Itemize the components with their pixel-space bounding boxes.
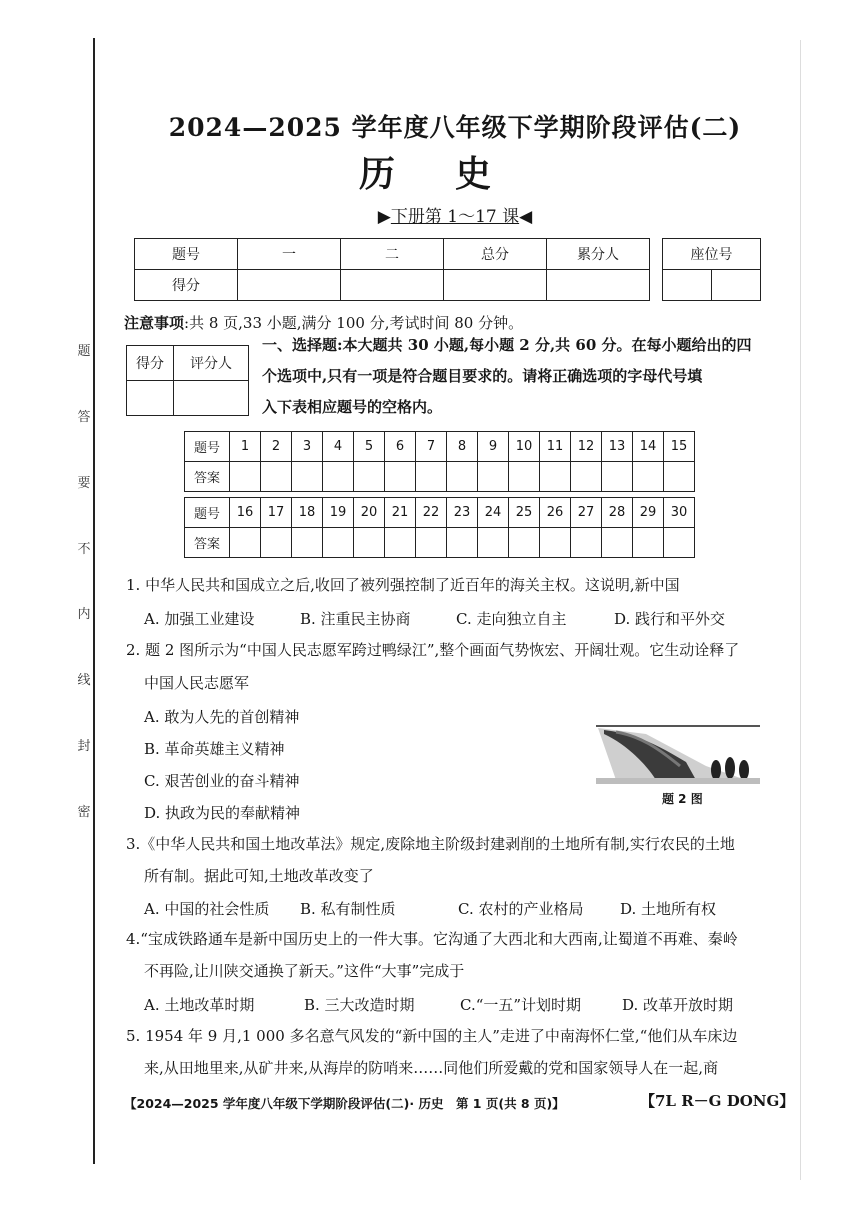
answer-cell[interactable]	[664, 528, 695, 558]
seal-char: 内	[77, 607, 91, 623]
exam-scope: ▶下册第 1～17 课◀	[377, 207, 533, 227]
answer-cell[interactable]	[385, 462, 416, 492]
answer-cell[interactable]	[602, 528, 633, 558]
answer-row-label: 答案	[185, 462, 230, 492]
question-number-cell: 4	[323, 432, 354, 462]
seal-char: 线	[77, 673, 91, 689]
answer-table-2	[184, 497, 695, 558]
question-number-cell: 9	[478, 432, 509, 462]
answer-cell[interactable]	[261, 462, 292, 492]
answer-cell[interactable]	[292, 462, 323, 492]
grader-name-label: 评分人	[174, 346, 249, 381]
answer-cell[interactable]	[261, 528, 292, 558]
question-number-cell: 21	[385, 498, 416, 528]
notice-text: :共 8 页,33 小题,满分 100 分,考试时间 80 分钟。	[184, 314, 524, 332]
question-number-cell: 15	[664, 432, 695, 462]
question-number-cell: 13	[602, 432, 633, 462]
q3-option-d[interactable]: D. 土地所有权	[620, 900, 717, 918]
answer-cell[interactable]	[292, 528, 323, 558]
answer-cell[interactable]	[509, 528, 540, 558]
answer-cell[interactable]	[664, 462, 695, 492]
answer-cell[interactable]	[323, 462, 354, 492]
instruction-line: 一、选择题:本大题共 30 小题,每小题 2 分,共 60 分。在每小题给出的四	[262, 336, 752, 354]
score-cell[interactable]	[341, 270, 444, 301]
seal-char: 密	[77, 804, 91, 820]
q3-option-c[interactable]: C. 农村的产业格局	[458, 900, 584, 918]
answer-cell[interactable]	[354, 528, 385, 558]
figure-2-caption: 题 2 图	[662, 792, 703, 806]
score-header-cell: 总分	[444, 239, 547, 270]
question-number-cell: 6	[385, 432, 416, 462]
answer-table-1	[184, 431, 695, 492]
grader-score-label: 得分	[127, 346, 174, 381]
q1-option-d[interactable]: D. 践行和平外交	[614, 610, 726, 628]
answer-cell[interactable]	[416, 528, 447, 558]
seal-char: 答	[77, 409, 91, 425]
score-row-label: 得分	[135, 270, 238, 301]
answer-cell[interactable]	[478, 528, 509, 558]
question-number-cell: 25	[509, 498, 540, 528]
answer-cell[interactable]	[571, 528, 602, 558]
q4-option-c[interactable]: C.“一五”计划时期	[460, 996, 582, 1014]
question-number-cell: 5	[354, 432, 385, 462]
instruction-line: 个选项中,只有一项是符合题目要求的。请将正确选项的字母代号填	[262, 367, 703, 385]
page-edge	[800, 40, 801, 1180]
question-number-cell: 27	[571, 498, 602, 528]
answer-cell[interactable]	[447, 528, 478, 558]
answer-cell[interactable]	[478, 462, 509, 492]
seat-number-table	[662, 238, 761, 301]
answer-cell[interactable]	[230, 462, 261, 492]
q2-option-a[interactable]: A. 敢为人先的首创精神	[144, 708, 300, 726]
answer-cell[interactable]	[540, 462, 571, 492]
seal-char: 要	[77, 475, 91, 491]
answer-cell[interactable]	[540, 528, 571, 558]
question-number-cell: 16	[230, 498, 261, 528]
answer-cell[interactable]	[602, 462, 633, 492]
exam-subject	[110, 146, 800, 197]
scope-label: 下册第 1～17 课	[390, 207, 520, 227]
grader-score-cell[interactable]	[127, 381, 174, 416]
grader-box	[126, 345, 249, 416]
question-number-cell: 28	[602, 498, 633, 528]
answer-cell[interactable]	[416, 462, 447, 492]
seal-line-text	[74, 340, 94, 820]
answer-cell[interactable]	[323, 528, 354, 558]
question-number-cell: 7	[416, 432, 447, 462]
question-number-cell: 29	[633, 498, 664, 528]
question-4-stem-cont: 不再险,让川陕交通换了新天。”这件“大事”完成于	[144, 962, 465, 980]
question-4-stem: 4.“宝成铁路通车是新中国历史上的一件大事。它沟通了大西北和大西南,让蜀道不再难、秦岭	[126, 930, 738, 948]
seal-char: 不	[77, 541, 91, 557]
score-cell[interactable]	[238, 270, 341, 301]
score-header-cell: 一	[238, 239, 341, 270]
grader-name-cell[interactable]	[174, 381, 249, 416]
question-number-cell: 30	[664, 498, 695, 528]
answer-row-label: 答案	[185, 528, 230, 558]
q3-option-b[interactable]: B. 私有制性质	[300, 900, 396, 918]
question-number-cell: 26	[540, 498, 571, 528]
volunteer-army-illustration	[596, 720, 760, 784]
question-number-cell: 8	[447, 432, 478, 462]
score-cell[interactable]	[444, 270, 547, 301]
exam-title: 2024—2025 学年度八年级下学期阶段评估(二)	[168, 113, 742, 142]
answer-cell[interactable]	[385, 528, 416, 558]
answer-cell[interactable]	[509, 462, 540, 492]
seat-cell[interactable]	[712, 270, 761, 301]
q4-option-b[interactable]: B. 三大改造时期	[304, 996, 415, 1014]
question-number-cell: 20	[354, 498, 385, 528]
exam-code: 【7L R－G DONG】	[640, 1092, 795, 1110]
question-number-cell: 1	[230, 432, 261, 462]
page-footer: 【2024—2025 学年度八年级下学期阶段评估(二)· 历史 第 1 页(共 8 页)】	[124, 1096, 565, 1111]
question-number-cell: 23	[447, 498, 478, 528]
score-table	[134, 238, 650, 301]
question-3-stem-cont: 所有制。据此可知,土地改革改变了	[144, 867, 374, 885]
answer-header-label: 题号	[185, 498, 230, 528]
score-header-cell: 题号	[135, 239, 238, 270]
question-number-cell: 3	[292, 432, 323, 462]
question-number-cell: 24	[478, 498, 509, 528]
question-number-cell: 19	[323, 498, 354, 528]
question-number-cell: 10	[509, 432, 540, 462]
q2-option-d[interactable]: D. 执政为民的奉献精神	[144, 804, 301, 822]
answer-cell[interactable]	[571, 462, 602, 492]
score-header-cell: 二	[341, 239, 444, 270]
seat-label: 座位号	[663, 239, 761, 270]
answer-cell[interactable]	[633, 528, 664, 558]
notice-label: 注意事项	[124, 314, 185, 332]
q3-option-a[interactable]: A. 中国的社会性质	[144, 900, 270, 918]
question-1-stem: 1. 中华人民共和国成立之后,收回了被列强控制了近百年的海关主权。这说明,新中国	[126, 576, 680, 594]
q1-option-b[interactable]: B. 注重民主协商	[300, 610, 411, 628]
question-number-cell: 12	[571, 432, 602, 462]
q2-option-c[interactable]: C. 艰苦创业的奋斗精神	[144, 772, 300, 790]
answer-cell[interactable]	[633, 462, 664, 492]
question-3-stem: 3.《中华人民共和国土地改革法》规定,废除地主阶级封建剥削的土地所有制,实行农民的土地	[126, 835, 735, 853]
question-2-stem: 2. 题 2 图所示为“中国人民志愿军跨过鸭绿江”,整个画面气势恢宏、开阔壮观。它生动诠释了	[126, 641, 740, 659]
seal-char: 题	[77, 344, 91, 359]
question-number-cell: 18	[292, 498, 323, 528]
question-5-stem-cont: 来,从田地里来,从矿井来,从海岸的防哨来……同他们所爱戴的党和国家领导人在一起,商	[144, 1059, 719, 1077]
q4-option-d[interactable]: D. 改革开放时期	[622, 996, 734, 1014]
question-number-cell: 22	[416, 498, 447, 528]
score-cell[interactable]	[547, 270, 650, 301]
question-number-cell: 2	[261, 432, 292, 462]
subject-text: 历史	[358, 153, 551, 195]
instruction-line: 入下表相应题号的空格内。	[262, 398, 443, 416]
question-number-cell: 17	[261, 498, 292, 528]
question-2-stem-cont: 中国人民志愿军	[144, 674, 250, 692]
q2-option-b[interactable]: B. 革命英雄主义精神	[144, 740, 285, 758]
seat-cell[interactable]	[663, 270, 712, 301]
q1-option-a[interactable]: A. 加强工业建设	[144, 610, 255, 628]
question-5-stem: 5. 1954 年 9 月,1 000 多名意气风发的“新中国的主人”走进了中南海怀仁堂,“他们从车床边	[126, 1027, 738, 1045]
answer-cell[interactable]	[447, 462, 478, 492]
section-instructions	[262, 330, 782, 423]
q1-option-c[interactable]: C. 走向独立自主	[456, 610, 567, 628]
answer-header-label: 题号	[185, 432, 230, 462]
seal-char: 封	[77, 739, 91, 755]
answer-cell[interactable]	[230, 528, 261, 558]
answer-cell[interactable]	[354, 462, 385, 492]
question-number-cell: 14	[633, 432, 664, 462]
q4-option-a[interactable]: A. 土地改革时期	[144, 996, 255, 1014]
score-header-cell: 累分人	[547, 239, 650, 270]
question-number-cell: 11	[540, 432, 571, 462]
